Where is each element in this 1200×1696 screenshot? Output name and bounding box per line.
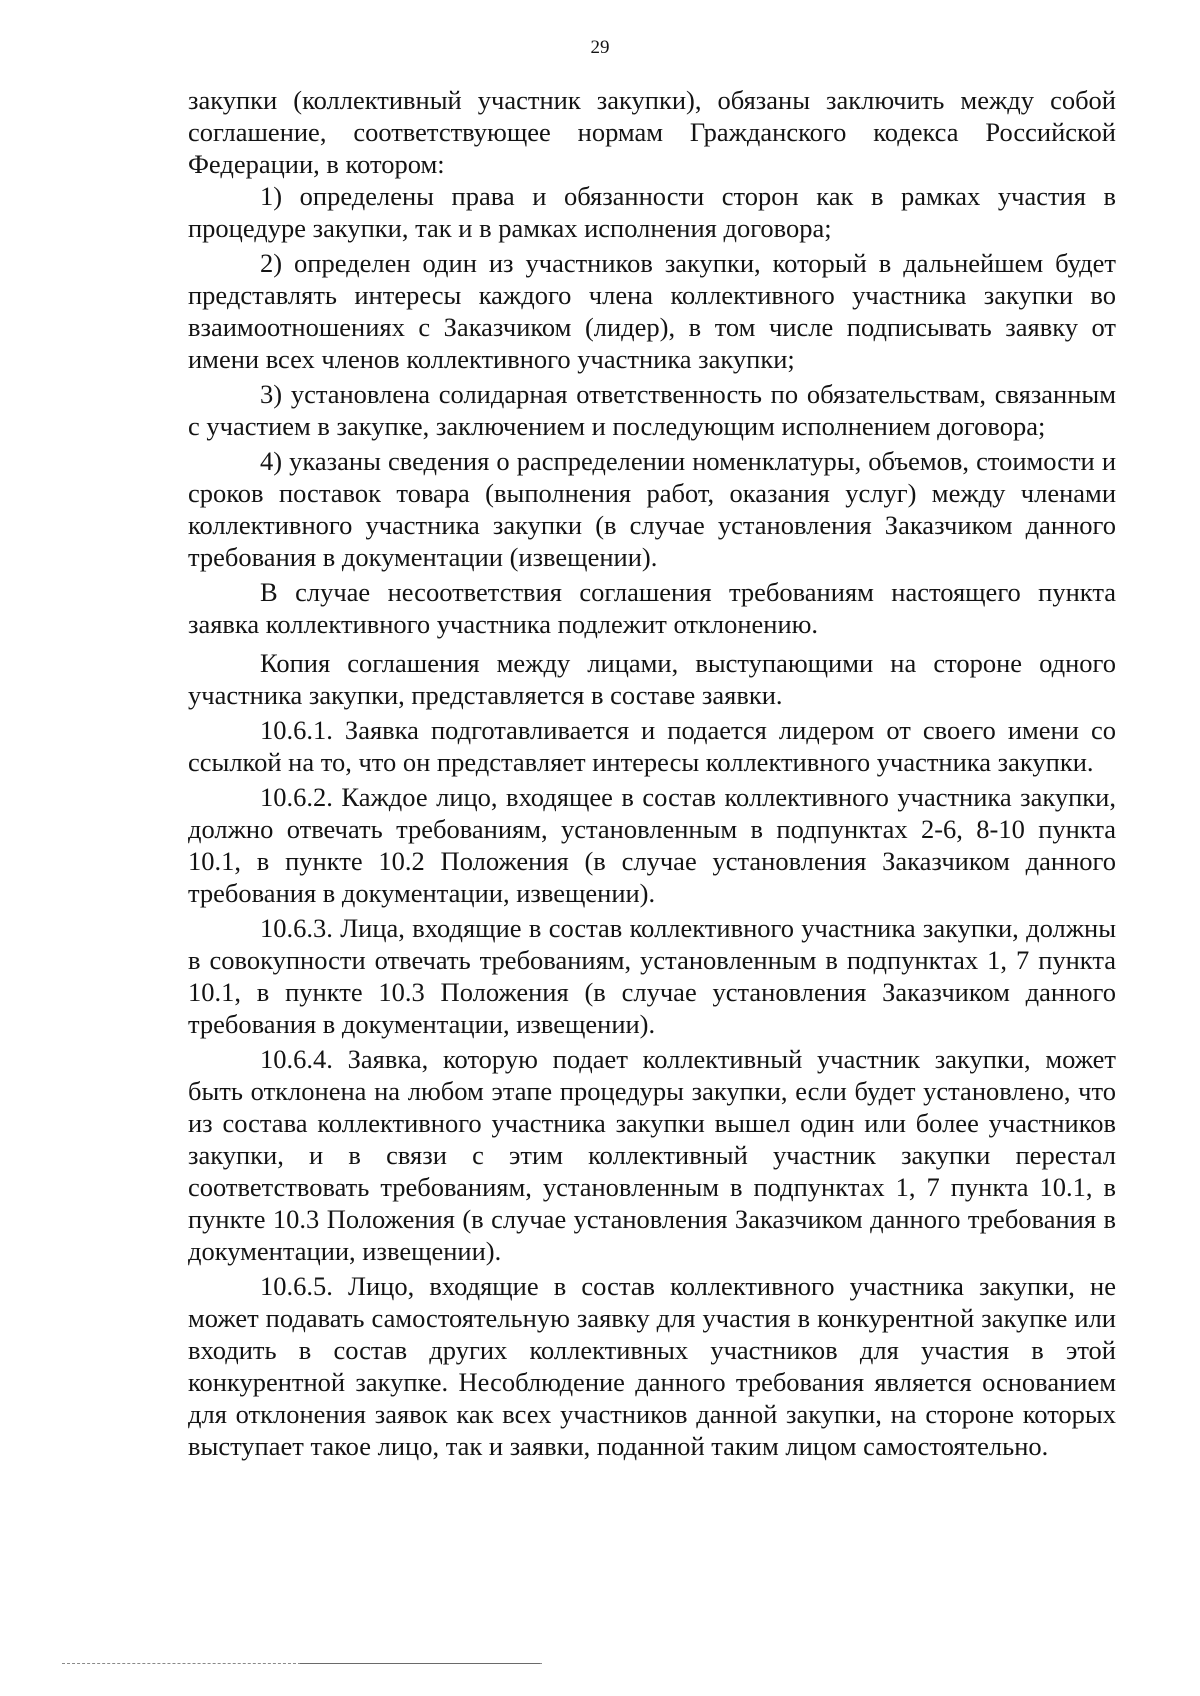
document-body [188,84,1116,1462]
paragraph-10-6-3: 10.6.3. Лица, входящие в состав коллективного участника закупки, должны в совокупности отвечать требованиям, установленным в подпунктах 1, 7 пункта 10.1, в пункте 10.3 Положения (в случае установления Заказчиком данного требования в документации, извещении). [188,913,1116,1039]
paragraph-10-6-1: 10.6.1. Заявка подготавливается и подается лидером от своего имени со ссылкой на то, что он представляет интересы коллективного участника закупки. [188,715,1116,777]
paragraph-item-2: 2) определен один из участников закупки, который в дальнейшем будет представлять интересы каждого члена коллективного участника закупки во взаимоотношениях с Заказчиком (лидер), в том числе подписывать заявку от имени всех членов коллективного участника закупки; [188,248,1116,374]
scan-artifact-line-solid [300,1663,540,1664]
paragraph-intro: закупки (коллективный участник закупки), обязаны заключить между собой соглашение, соответствующее нормам Гражданского кодекса Российской Федерации, в котором: [188,85,1116,179]
paragraph-item-3: 3) установлена солидарная ответственность по обязательствам, связанным с участием в закупке, заключением и последующим исполнением договора; [188,379,1116,441]
paragraph-10-6-4: 10.6.4. Заявка, которую подает коллективный участник закупки, может быть отклонена на любом этапе процедуры закупки, если будет установлено, что из состава коллективного участника закупки вышел один или более участников закупки, и в связи с этим коллективный участник закупки перестал соответствовать требованиям, установленным в подпунктах 1, 7 пункта 10.1, в пункте 10.3 Положения (в случае установления Заказчиком данного требования в документации, извещении). [188,1044,1116,1266]
paragraph-10-6-5: 10.6.5. Лицо, входящие в состав коллективного участника закупки, не может подавать самостоятельную заявку для участия в конкурентной закупке или входить в состав других коллективных участников для участия в этой конкурентной закупке. Несоблюдение данного требования является основанием для отклонения заявок как всех участников данной закупки, на стороне которых выступает такое лицо, так и заявки, поданной таким лицом самостоятельно. [188,1271,1116,1461]
page-number: 29 [590,37,610,58]
paragraph-agreement-copy: Копия соглашения между лицами, выступающими на стороне одного участника закупки, представляется в составе заявки. [188,648,1116,710]
paragraph-item-4: 4) указаны сведения о распределении номенклатуры, объемов, стоимости и сроков поставок товара (выполнения работ, оказания услуг) между членами коллективного участника закупки (в случае установления Заказчиком данного требования в документации (извещении). [188,446,1116,572]
paragraph-nonconformity: В случае несоответствия соглашения требованиям настоящего пункта заявка коллективного участника подлежит отклонению. [188,577,1116,639]
paragraph-item-1: 1) определены права и обязанности сторон как в рамках участия в процедуре закупки, так и в рамках исполнения договора; [188,181,1116,243]
paragraph-10-6-2: 10.6.2. Каждое лицо, входящее в состав коллективного участника закупки, должно отвечать требованиям, установленным в подпунктах 2-6, 8-10 пункта 10.1, в пункте 10.2 Положения (в случае установления Заказчиком данного требования в документации, извещении). [188,782,1116,908]
